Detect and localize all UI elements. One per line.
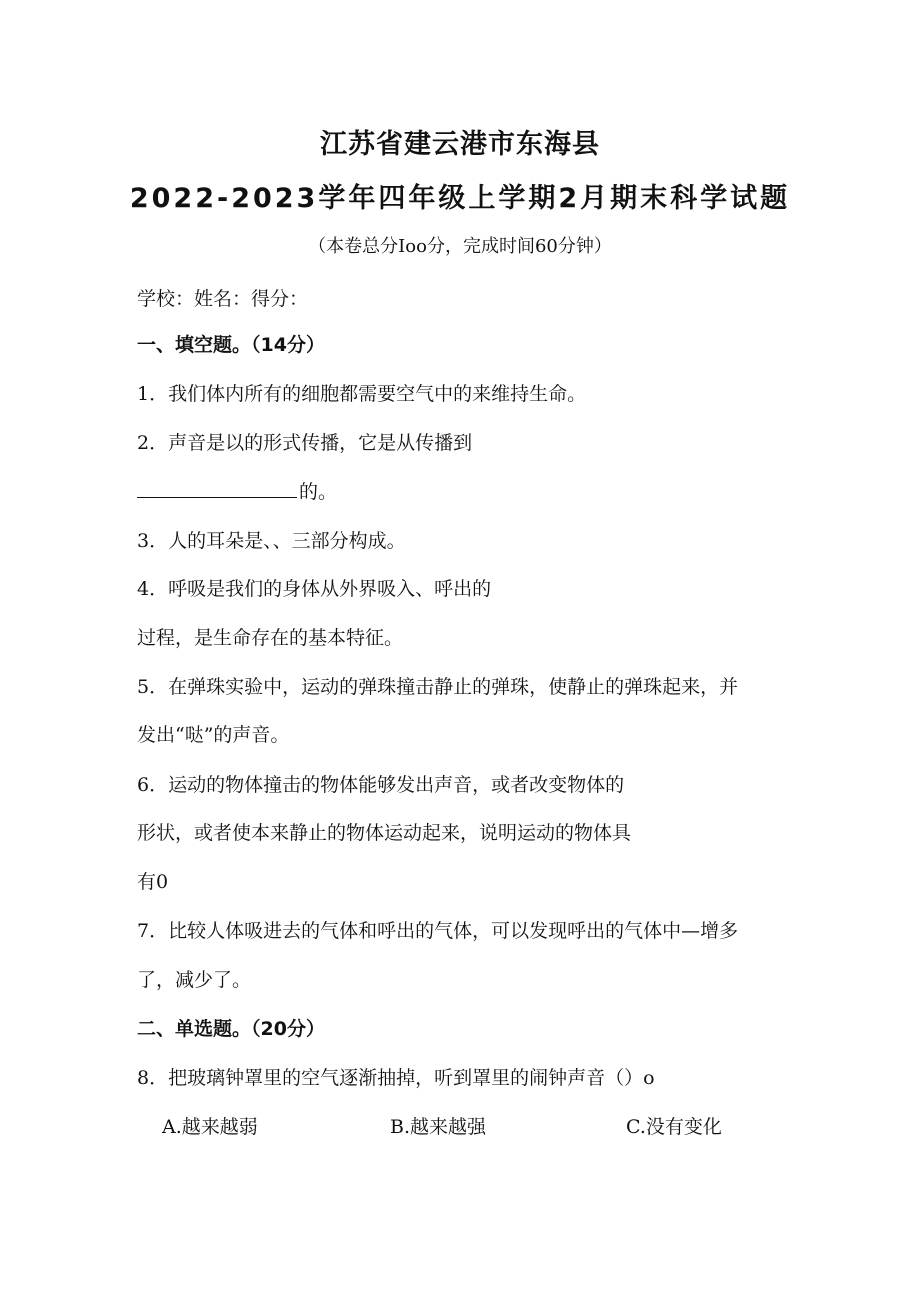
option-b[interactable]: B.越来越强: [390, 1116, 487, 1138]
section2-heading: 二、单选题。（20分）: [137, 1018, 325, 1040]
question-2-tail: 的。: [299, 481, 338, 503]
question-7-line2: 了，减少了。: [137, 969, 252, 991]
question-6-line3: 有0: [137, 871, 169, 893]
option-a[interactable]: A.越来越弱: [162, 1116, 258, 1138]
question-7-line1: 7．比较人体吸进去的气体和呼出的气体，可以发现呼出的气体中—增多: [137, 920, 739, 942]
question-1: 1．我们体内所有的细胞都需要空气中的来维持生命。: [137, 383, 587, 405]
question-2-line2: [137, 477, 337, 504]
question-6-line1: 6．运动的物体撞击的物体能够发出声音，或者改变物体的: [137, 774, 625, 796]
question-8: 8．把玻璃钟罩里的空气逐渐抽掉，听到罩里的闹钟声音（）o: [137, 1067, 655, 1089]
option-c[interactable]: C.没有变化: [626, 1116, 722, 1138]
question-2-line1: 2．声音是以的形式传播，它是从传播到: [137, 432, 473, 454]
exam-title-line2: 2022-2023学年四年级上学期2月期末科学试题: [129, 183, 791, 214]
question-6-line2: 形状，或者使本来静止的物体运动起来，说明运动的物体具: [137, 822, 632, 844]
question-4-line1: 4．呼吸是我们的身体从外界吸入、呼出的: [137, 578, 492, 600]
question-4-line2: 过程，是生命存在的基本特征。: [137, 627, 404, 649]
answer-blank[interactable]: [137, 479, 297, 498]
question-3: 3．人的耳朵是、、三部分构成。: [137, 530, 406, 552]
question-5-line1: 5．在弹珠实验中，运动的弹珠撞击静止的弹珠，使静止的弹珠起来，并: [137, 676, 739, 698]
student-info-line: 学校：姓名：得分：: [137, 288, 309, 310]
question-5-line2: 发出“哒”的声音。: [137, 724, 290, 746]
exam-subtitle: （本卷总分Ioo分，完成时间60分钟）: [308, 236, 612, 257]
section1-heading: 一、填空题。（14分）: [137, 334, 325, 356]
exam-title-line1: 江苏省建云港市东海县: [320, 129, 600, 160]
